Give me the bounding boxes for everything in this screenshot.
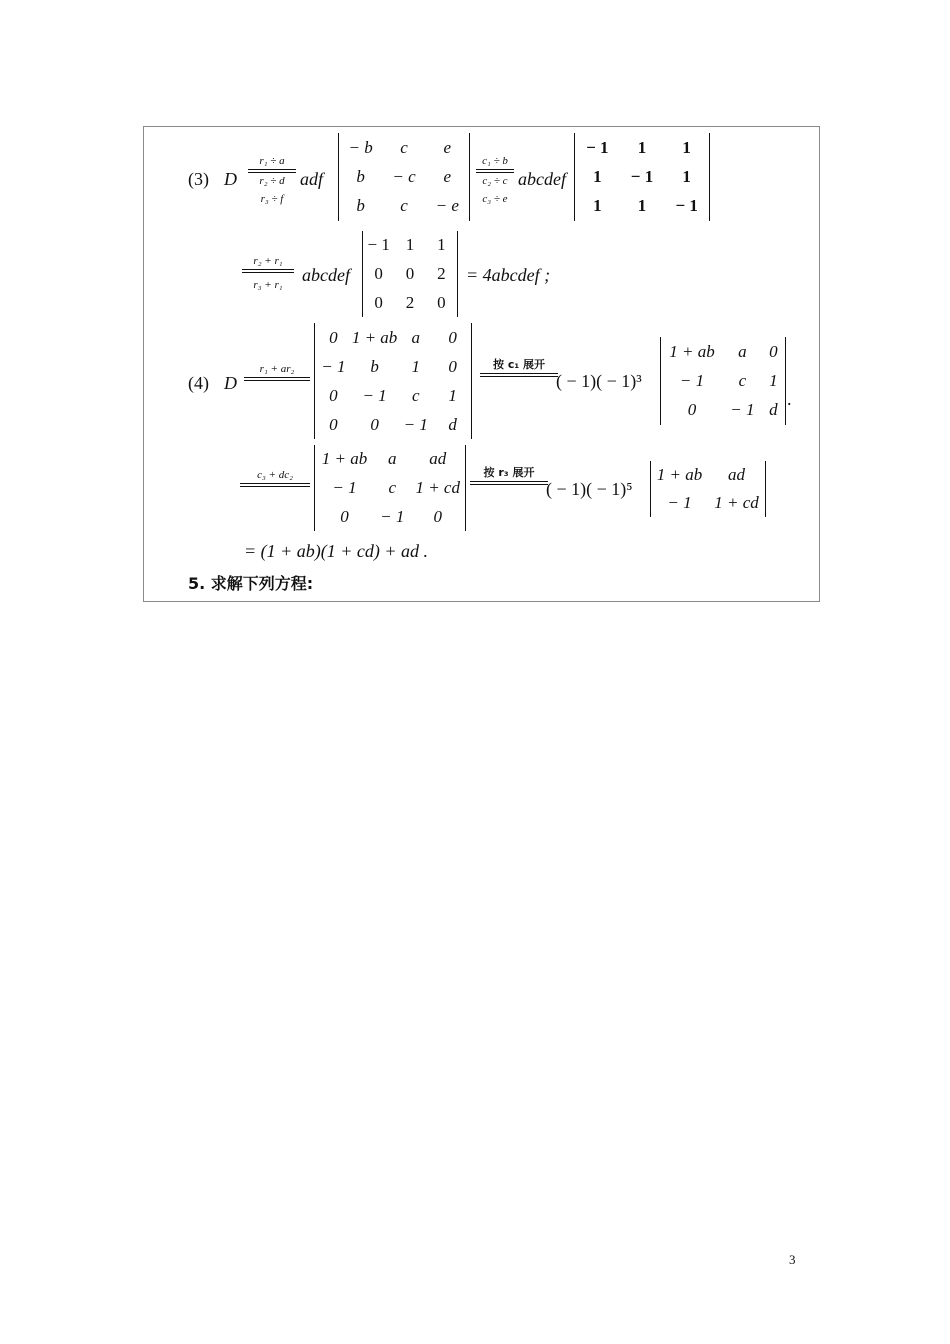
det-cell: 1 + cd <box>714 493 759 512</box>
math-excerpt-frame <box>143 126 820 602</box>
det-cell: 2 <box>437 263 446 283</box>
det-cell: d <box>448 414 457 434</box>
det-cell: 0 <box>374 292 383 312</box>
double-arrow-line <box>476 169 514 173</box>
det-cell: 1 <box>682 137 691 157</box>
double-arrow-line <box>480 373 558 377</box>
det-cell: 0 <box>433 506 442 526</box>
double-arrow-line <box>470 481 548 485</box>
part3-coef2: abcdef <box>518 169 566 189</box>
det-cell: e <box>443 137 452 157</box>
det-cell: 0 <box>687 400 697 420</box>
part3-arrow-col-ops <box>476 155 514 205</box>
arrow-label: 按 c₁ 展开 <box>493 358 545 371</box>
det-cell: 0 <box>769 341 778 361</box>
det-cell: 1 + ab <box>321 449 368 469</box>
part4-determinant-2 <box>660 337 786 425</box>
det-cell: a <box>388 449 397 469</box>
part3-arrow-row-sum <box>242 255 294 291</box>
part4-period: . <box>787 389 792 409</box>
arrow-label: r₂ ÷ d <box>259 175 285 187</box>
det-cell: a <box>738 341 747 361</box>
det-cell: 1 <box>437 235 446 255</box>
det-cell: 0 <box>329 385 338 405</box>
arrow-label: 按 r₃ 展开 <box>483 466 535 479</box>
det-cell: 0 <box>329 414 338 434</box>
det-cell: − e <box>435 196 459 216</box>
part4-arrow-expand-c1 <box>480 359 558 379</box>
det-cell: 1 + ab <box>351 327 398 347</box>
det-cell: − 1 <box>332 477 357 497</box>
det-cell: − 1 <box>367 235 390 255</box>
arrow-label: c₃ + dc₂ <box>257 469 293 481</box>
arrow-label: r₃ ÷ f <box>260 193 284 205</box>
part4-factor-1: ( − 1)( − 1)³ <box>556 371 642 391</box>
part3-determinant-1 <box>338 133 470 221</box>
det-cell: 1 <box>593 196 602 216</box>
det-cell: 1 <box>405 235 415 255</box>
det-cell: − 1 <box>403 414 428 434</box>
det-cell: c <box>411 385 420 405</box>
det-cell: d <box>769 400 778 420</box>
det-cell: 0 <box>370 414 379 434</box>
det-cell: − 1 <box>667 493 692 512</box>
det-cell: 0 <box>405 263 415 283</box>
det-cell: 1 <box>448 385 457 405</box>
det-cell: c <box>388 477 397 497</box>
double-arrow-line <box>248 169 296 173</box>
det-cell: − 1 <box>362 385 387 405</box>
det-cell: 0 <box>329 327 338 347</box>
det-cell: 1 <box>682 166 691 186</box>
part4-determinant-1 <box>314 323 472 439</box>
det-cell: 0 <box>448 327 457 347</box>
det-cell: b <box>356 196 365 216</box>
arrow-label: r₁ + ar₂ <box>259 363 295 375</box>
det-cell: 0 <box>448 356 457 376</box>
det-cell: 1 <box>637 137 647 157</box>
det-cell: − 1 <box>730 400 755 420</box>
part4-determinant-4 <box>650 461 766 517</box>
part3-result: = 4abcdef ; <box>466 265 551 285</box>
det-cell: ad <box>429 449 447 469</box>
part3-arrow-row-ops <box>248 155 296 205</box>
part3-coef1: adf <box>300 169 324 189</box>
part4-factor-2: ( − 1)( − 1)⁵ <box>546 479 633 499</box>
part3-lhs: D <box>224 169 237 189</box>
det-cell: 0 <box>340 506 349 526</box>
det-cell: − 1 <box>321 356 346 376</box>
double-arrow-line <box>244 377 310 381</box>
det-cell: 1 <box>769 370 778 390</box>
part4-final-result: = (1 + ab)(1 + cd) + ad . <box>244 541 429 561</box>
det-cell: a <box>411 327 420 347</box>
det-cell: 1 <box>637 196 647 216</box>
arrow-label: c₃ ÷ e <box>482 193 508 205</box>
page-number: 3 <box>789 1252 796 1267</box>
det-cell: 1 + cd <box>415 477 460 497</box>
det-cell: − 1 <box>679 370 705 390</box>
section-5-heading: 5. 求解下列方程: <box>188 574 314 593</box>
part4-label: (4) <box>188 373 209 393</box>
part3-label: (3) <box>188 169 209 189</box>
det-cell: e <box>443 166 452 186</box>
det-cell: c <box>738 370 747 390</box>
double-arrow-line <box>242 269 294 273</box>
part4-arrow-col-op <box>240 469 310 489</box>
det-cell: 1 <box>411 356 420 376</box>
det-cell: b <box>370 356 379 376</box>
det-cell: − b <box>348 137 373 157</box>
det-cell: 1 <box>593 166 602 186</box>
part4-arrow-row-op <box>244 363 310 383</box>
arrow-label: r₂ + r₁ <box>253 255 283 267</box>
arrow-label: r₃ + r₁ <box>253 279 283 291</box>
part4-determinant-3 <box>314 445 466 531</box>
part4-arrow-expand-r3 <box>470 467 548 487</box>
arrow-label: c₁ ÷ b <box>482 155 508 167</box>
det-cell: − c <box>392 166 416 186</box>
part4-lhs: D <box>224 373 237 393</box>
det-cell: c <box>400 196 408 216</box>
det-cell: − 1 <box>675 196 698 216</box>
det-cell: − 1 <box>380 506 405 526</box>
double-arrow-line <box>240 483 310 487</box>
det-cell: ad <box>728 465 745 484</box>
det-cell: c <box>400 137 408 157</box>
det-cell: 1 + ab <box>656 465 703 484</box>
arrow-label: c₂ ÷ c <box>482 175 508 187</box>
det-cell: 0 <box>374 263 383 283</box>
det-cell: − 1 <box>586 137 609 157</box>
det-cell: 0 <box>437 292 446 312</box>
arrow-label: r₁ ÷ a <box>259 155 285 167</box>
det-cell: − 1 <box>630 166 654 186</box>
part3-coef3: abcdef <box>302 265 350 285</box>
det-cell: b <box>356 166 365 186</box>
part3-determinant-2 <box>574 133 710 221</box>
part3-determinant-3 <box>362 231 458 317</box>
det-cell: 1 + ab <box>669 341 715 361</box>
det-cell: 2 <box>405 292 415 312</box>
